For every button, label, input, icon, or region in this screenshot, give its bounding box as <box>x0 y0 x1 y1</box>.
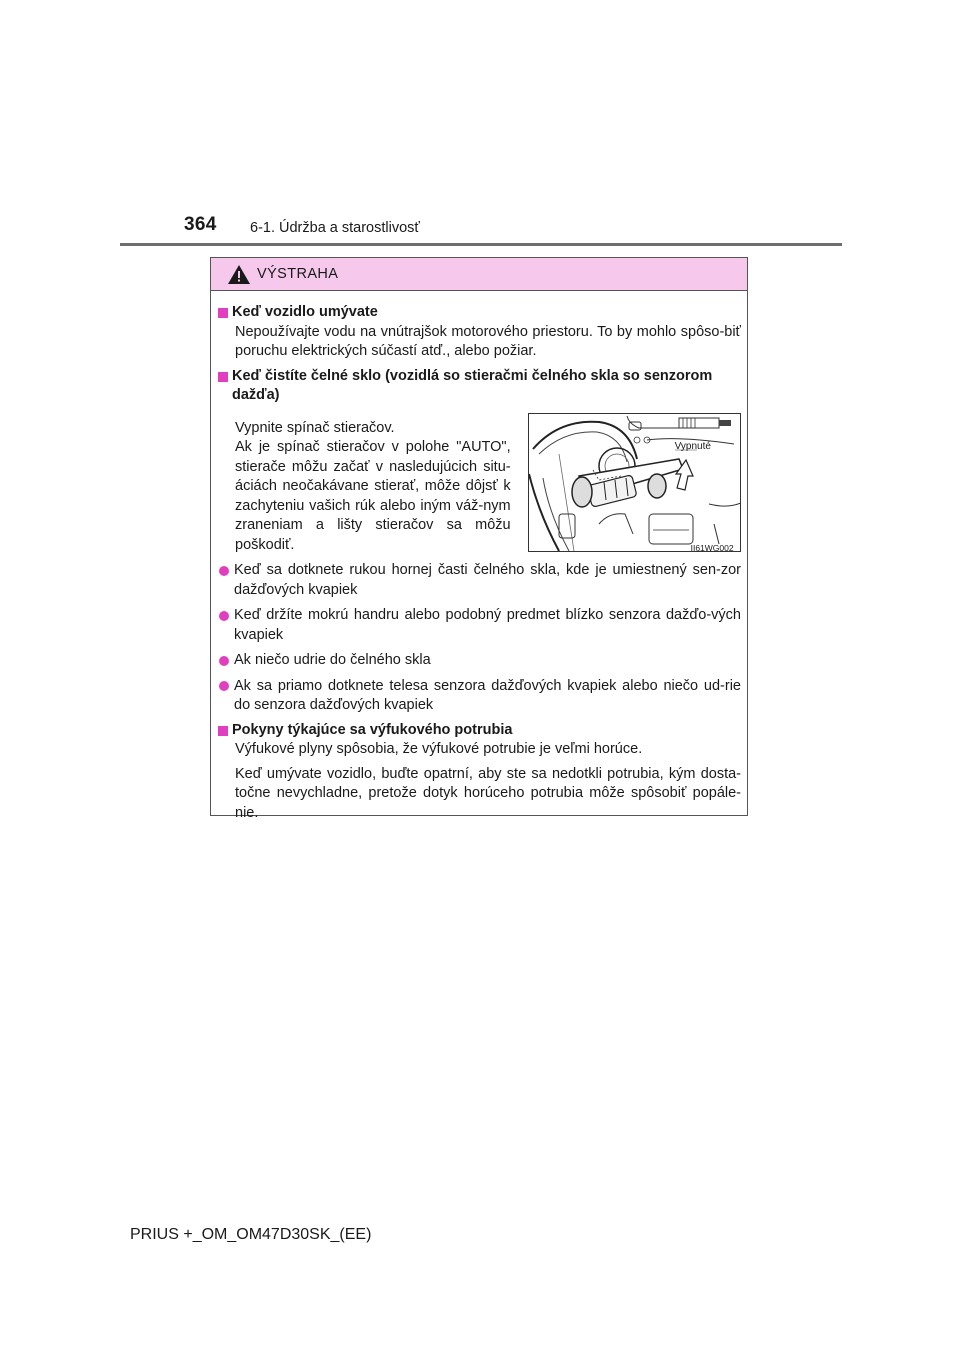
list-item-text: Keď držíte mokrú handru alebo podobný predmet blízko senzora dažďo-vých kvapiek <box>234 607 741 643</box>
warning-triangle-icon <box>227 264 251 285</box>
section-title: 6-1. Údržba a starostlivosť <box>250 220 420 236</box>
heading-text: Keď vozidlo umývate <box>232 304 378 320</box>
paragraph-windshield: Vypnite spínač stieračov. Ak je spínač stieračov v polohe "AUTO", stierače môžu začať v nasledujúcich situ-áciách neočakávane stierať, môže dôjsť k zachyteniu vašich rúk alebo iným váž-nym zraneniam a lišty stieračov sa môžu poškodiť. <box>235 419 511 553</box>
figure-code: II61WG002 <box>690 542 734 552</box>
warning-content <box>211 291 747 823</box>
list-item <box>218 606 741 645</box>
list-item-text: Keď sa dotknete rukou hornej časti čelného skla, kde je umiestnený sen-zor dažďových kvapiek <box>234 562 741 598</box>
list-item <box>218 677 741 716</box>
round-bullet-icon <box>219 656 229 666</box>
wiper-switch-illustration <box>528 413 741 552</box>
windshield-block <box>218 413 741 556</box>
square-bullet-icon <box>218 726 228 736</box>
paragraph-exhaust-2: Keď umývate vozidlo, buďte opatrní, aby ste sa nedotkli potrubia, kým dosta-točne nevychladne, pretože dotyk horúceho potrubia môže spôsobiť popále-nie. <box>235 765 741 821</box>
round-bullet-icon <box>219 681 229 691</box>
heading-text: Keď čistíte čelné sklo (vozidlá so stieračmi čelného skla so senzorom dažďa) <box>232 367 713 403</box>
warning-header <box>211 258 747 291</box>
heading-exhaust <box>218 721 741 741</box>
figure-label-off: Vypnuté <box>674 440 711 452</box>
warning-box <box>210 257 748 821</box>
round-bullet-icon <box>219 566 229 576</box>
heading-text: Pokyny týkajúce sa výfukového potrubia <box>232 721 513 738</box>
warning-title: VÝSTRAHA <box>257 266 339 282</box>
square-bullet-icon <box>218 308 228 318</box>
footer-code: PRIUS +_OM_OM47D30SK_(EE) <box>130 1226 372 1243</box>
heading-washing <box>218 303 741 323</box>
heading-windshield <box>218 367 741 406</box>
page-number: 364 <box>184 214 217 235</box>
wiper-switch-drawing <box>529 414 741 551</box>
paragraph-exhaust: Výfukové plyny spôsobia, že výfukové potrubie je veľmi horúce. <box>235 741 643 757</box>
list-item-text: Ak sa priamo dotknete telesa senzora dažďových kvapiek alebo niečo ud-rie do senzora dažďových kvapiek <box>234 677 741 713</box>
list-item <box>218 651 741 671</box>
list-item-text: Ak niečo udrie do čelného skla <box>234 652 431 668</box>
header-rule <box>120 243 842 246</box>
square-bullet-icon <box>218 372 228 382</box>
paragraph-washing: Nepoužívajte vodu na vnútrajšok motorového priestoru. To by mohlo spôso-biť poruchu elektrických súčastí atď., alebo požiar. <box>235 323 741 359</box>
round-bullet-icon <box>219 611 229 621</box>
list-item <box>218 561 741 600</box>
